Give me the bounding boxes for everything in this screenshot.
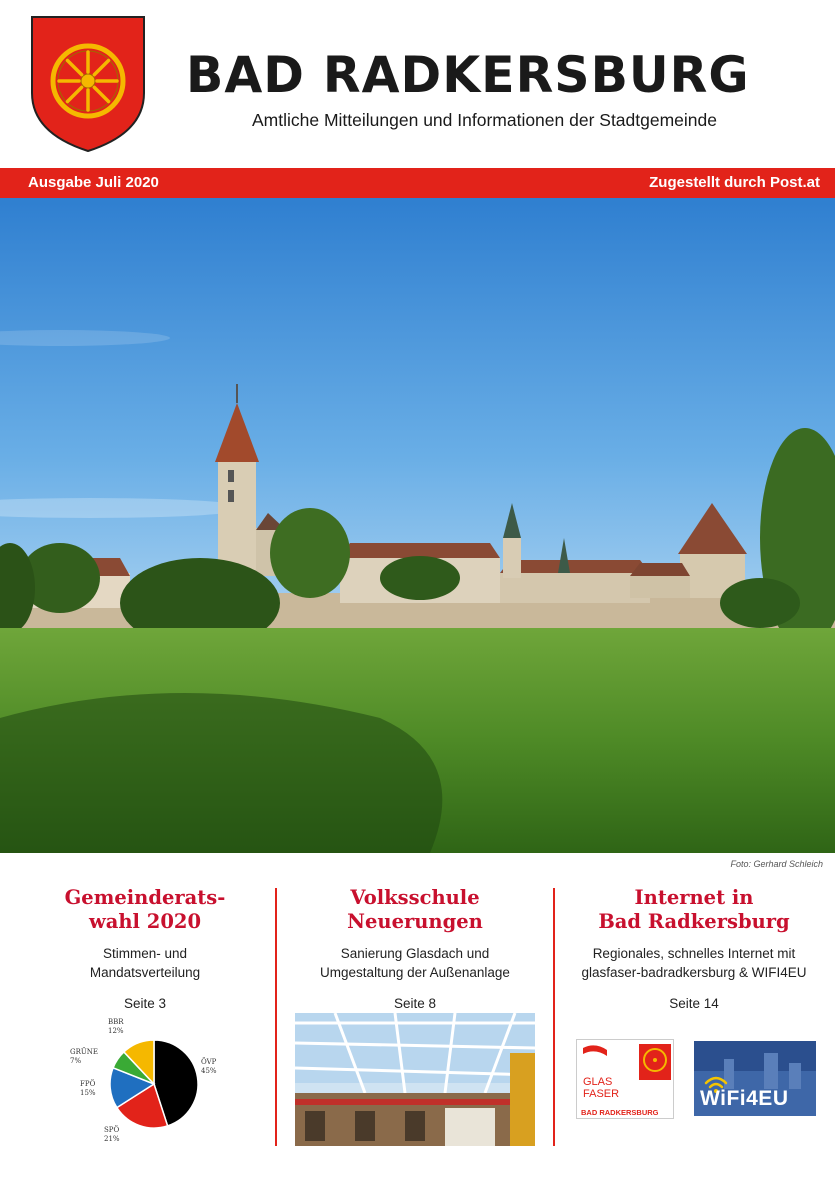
teaser-election[interactable] [14, 886, 276, 1011]
teaser-page-ref: Seite 14 [669, 996, 719, 1011]
teaser-page-ref: Seite 8 [393, 996, 437, 1011]
teaser-title-line: Volksschule [350, 886, 480, 909]
wheel-crest-icon [30, 15, 146, 153]
column-divider [275, 888, 277, 1146]
delivery-label: Zugestellt durch Post.at [649, 174, 820, 191]
glasfaser-logo [576, 1039, 674, 1119]
pie-label: ÖVP [201, 1058, 217, 1066]
pie-label: GRÜNE [70, 1048, 98, 1056]
teaser-school[interactable] [284, 886, 546, 1011]
school-glass-roof-photo [295, 1013, 535, 1146]
pie-label: BBR [108, 1018, 124, 1026]
teaser-title-line: Neuerungen [347, 910, 483, 933]
teaser-description-line: glasfaser-badradkersburg & WIFI4EU [581, 965, 807, 980]
glasfaser-logo-text [583, 1076, 619, 1100]
pie-value-label: 15% [80, 1089, 96, 1097]
pie-value-label: 7% [70, 1057, 82, 1065]
teaser-internet[interactable] [563, 886, 825, 1011]
teaser-title-line: wahl 2020 [88, 910, 202, 933]
teaser-description [14, 944, 276, 982]
election-pie-chart [60, 1012, 230, 1152]
teaser-description [563, 944, 825, 982]
teaser-title [284, 886, 546, 934]
pie-label: SPÖ [104, 1126, 120, 1134]
pie-value-label: 21% [104, 1135, 120, 1143]
issue-banner [0, 168, 835, 198]
cover-photo [0, 198, 835, 853]
column-divider [553, 888, 555, 1146]
teaser-description-line: Regionales, schnelles Internet mit [592, 946, 796, 961]
masthead-subtitle: Amtliche Mitteilungen und Informationen der Stadtgemeinde [252, 110, 717, 130]
teaser-page-ref: Seite 3 [123, 996, 167, 1011]
glasfaser-line: GLAS [583, 1076, 613, 1088]
pie-value-label: 12% [108, 1027, 124, 1035]
teaser-description-line: Sanierung Glasdach und [340, 946, 490, 961]
glasfaser-subline: BAD RADKERSBURG [581, 1108, 659, 1117]
pie-label: FPÖ [80, 1080, 96, 1088]
teaser-description [284, 944, 546, 982]
teaser-title-line: Gemeinderats- [64, 886, 226, 909]
teaser-description-line: Stimmen- und [102, 946, 188, 961]
glasfaser-line: FASER [583, 1088, 620, 1100]
teaser-description-line: Umgestaltung der Außenanlage [320, 965, 510, 980]
wifi4eu-text: WiFi4EU [700, 1087, 789, 1110]
photo-credit: Foto: Gerhard Schleich [730, 859, 823, 869]
teaser-title [563, 886, 825, 934]
teaser-title-line: Internet in [634, 886, 754, 909]
teaser-title [14, 886, 276, 934]
wifi4eu-logo [694, 1041, 816, 1116]
issue-label: Ausgabe Juli 2020 [28, 174, 159, 191]
teaser-title-line: Bad Radkersburg [598, 910, 790, 933]
pie-value-label: 45% [201, 1067, 217, 1075]
masthead-title: BAD RADKERSBURG [186, 46, 750, 104]
teaser-description-line: Mandatsverteilung [89, 965, 201, 980]
